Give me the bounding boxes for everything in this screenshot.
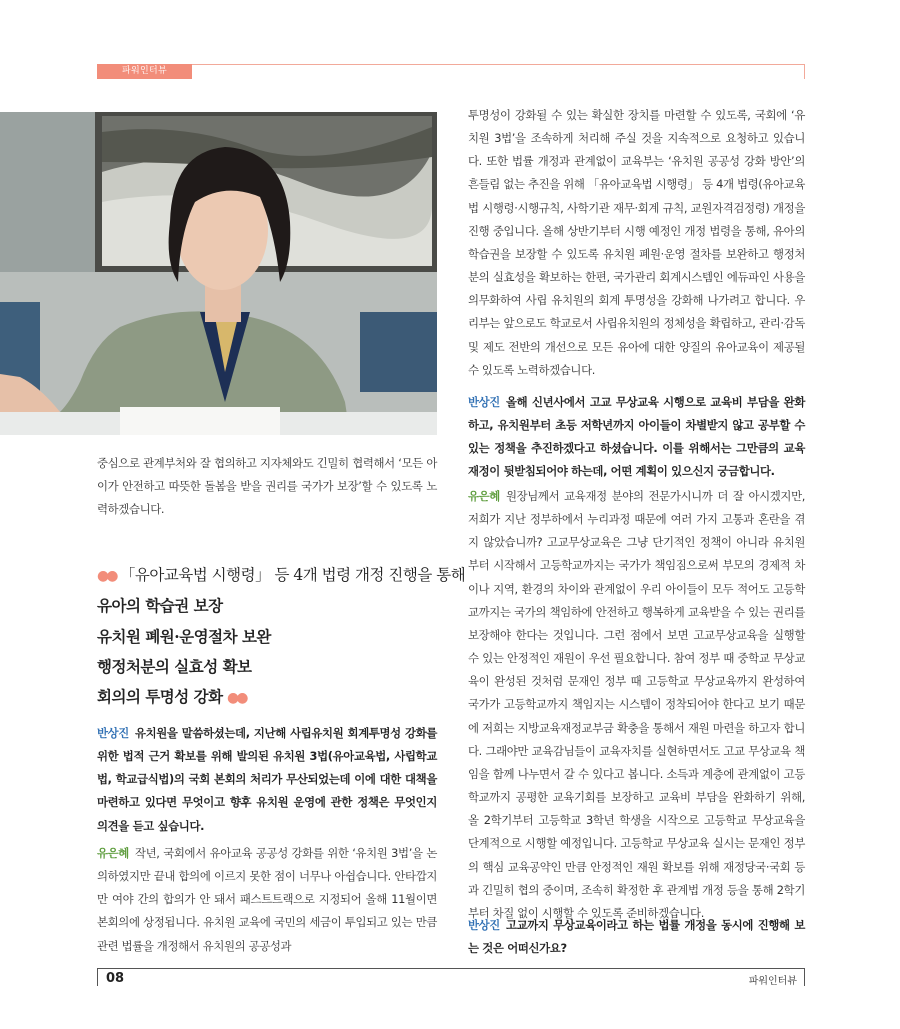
answer-1-text: 작년, 국회에서 유아교육 공공성 강화를 위한 ‘유치원 3법’을 논의하였지만 끝내 합의에 이르지 못한 점이 너무나 아쉽습니다. 안타깝지만 여야 간의 합의가 안 돼서 패스트트랙으로 지정되어 올해 11월이면 본회의에 상정됩니다. 유치원 교육에 국민의 세금이 투입되고 있는 만큼 관련 법률을 개정해서 유치원의 공공성과 [97, 846, 437, 953]
header-rule [97, 64, 805, 79]
section-tag: 파워인터뷰 [97, 64, 192, 79]
speaker-ban: 반상진 [468, 918, 500, 932]
pull-quote-line-4: 행정처분의 실효성 확보 [97, 656, 252, 676]
pull-quote-line-3: 유치원 폐원·운영절차 보완 [97, 626, 271, 646]
question-3-text: 고교까지 무상교육이라고 하는 법률 개정을 동시에 진행해 보는 것은 어떠신가요? [468, 918, 805, 956]
question-3 [468, 914, 805, 960]
speaker-yu: 유은혜 [468, 489, 500, 503]
answer-1-continued: 투명성이 강화될 수 있는 확실한 장치를 마련할 수 있도록, 국회에 ‘유치원 3법’을 조속하게 처리해 주실 것을 지속적으로 요청하고 있습니다. 또한 법률 개정과 관계없이 교육부는 ‘유치원 공공성 강화 방안’의 흔들림 없는 추진을 위해 「유아교육법 시행령」 등 4개 법령(유아교육법 시행령·시행규칙, 사학기관 재무·회계 규칙, 교원자격검정령) 개정을 진행 중입니다. 올해 상반기부터 시행 예정인 개정 법령을 통해, 유아의 학습권을 보장할 수 있도록 유치원 폐원·운영 절차를 보완하고 행정처분의 실효성을 확보하는 한편, 국가관리 회계시스템인 에듀파인 사용을 의무화하여 사립 유치원의 회계 투명성을 강화해 나가려고 합니다. 우리부는 앞으로도 학교로서 사립유치원의 정체성을 확립하고, 관리·감독 및 제도 전반의 개선으로 모든 유아에 대한 양질의 유아교육이 제공될 수 있도록 노력하겠습니다. [468, 108, 805, 377]
pull-quote-line-2: 유아의 학습권 보장 [97, 596, 223, 616]
close-quote-icon: ●● [227, 690, 246, 707]
speaker-ban: 반상진 [468, 395, 500, 409]
open-quote-icon: ●● [97, 568, 116, 584]
photo-caption-text: 중심으로 관계부처와 잘 협의하고 지자체와도 긴밀히 협력해서 ‘모든 아이가 안전하고 따뜻한 돌봄을 받을 권리를 국가가 보장’할 수 있도록 노력하겠습니다. [97, 456, 437, 517]
answer-2-text: 원장님께서 교육재정 분야의 전문가시니까 더 잘 아시겠지만, 저희가 지난 정부하에서 누리과정 때문에 여러 가지 고통과 혼란을 겪지 않았습니까? 고교무상교육은 그냥 단기적인 정책이 아니라 유치원부터 시작해서 고등학교까지는 국가가 책임짐으로써 부모의 경제적 차이나 지역, 환경의 차이와 관계없이 우리 아이들이 모두 적어도 고등학교까지는 국가의 책임하에 안전하고 행복하게 교육받을 수 있는 권리를 보장해야 한다는 것입니다. 그런 점에서 보면 고교무상교육을 실행할 수 있는 안정적인 재원이 우선 필요합니다. 참여 정부 때 중학교 무상교육이 완성된 것처럼 문재인 정부 때 고등학교 무상교육까지 완성하여 국가가 고등학교까지 책임지는 시스템이 정착되어야 한다고 보기 때문에 저희는 지방교육재정교부금 확충을 통해서 재원 마련을 하고자 합니다. 그래야만 교육감님들이 교육자치를 실현하면서도 고교 무상교육 책임을 함께 나누면서 갈 수 있다고 봅니다. 소득과 계층에 관계없이 고등학교까지 공평한 교육기회를 보장하고 교육비 부담을 완화하기 위해, 올 2학기부터 고등학교 3학년 학생을 시작으로 고등학교 무상교육을 단계적으로 시행할 예정입니다. 고등학교 무상교육 실시는 문재인 정부의 핵심 교육공약인 만큼 안정적인 재원 확보를 위해 재정당국·국회 등과 긴밀히 협의 중이며, 조속히 확정한 후 관계법 개정 등을 통해 2학기부터 차질 없이 시행할 수 있도록 준비하겠습니다. [468, 489, 805, 920]
answer-1-start [97, 842, 437, 958]
pull-quote-line-1: ●● 「유아교육법 시행령」 등 4개 법령 개정 진행을 통해 [97, 566, 466, 584]
page-number: 08 [106, 971, 125, 986]
question-1-text: 유치원을 말씀하셨는데, 지난해 사립유치원 회계투명성 강화를 위한 법적 근거 확보를 위해 발의된 유치원 3법(유아교육법, 사립학교법, 학교급식법)의 국회 본회의 처리가 무산되었는데 이에 대한 대책을 마련하고 있다면 무엇이고 향후 유치원 운영에 관한 정책은 무엇인지 의견을 듣고 싶습니다. [97, 726, 437, 833]
answer-2 [468, 485, 805, 925]
interview-photo [0, 112, 437, 435]
pull-quote [97, 561, 466, 713]
question-2-text: 올해 신년사에서 고교 무상교육 시행으로 교육비 부담을 완화하고, 유치원부터 초등 저학년까지 아이들이 차별받지 않고 공부할 수 있는 정책을 추진하겠다고 하셨습니다. 이를 위해서는 그만큼의 교육재정이 뒷받침되어야 하는데, 어떤 계획이 있으신지 궁금합니다. [468, 395, 805, 479]
speaker-yu: 유은혜 [97, 846, 129, 860]
question-2 [468, 391, 805, 484]
speaker-ban: 반상진 [97, 726, 129, 740]
pull-quote-line-5: 회의의 투명성 강화 ●● [97, 687, 246, 707]
question-1 [97, 722, 437, 838]
footer-rule [97, 968, 805, 986]
magazine-name: 파워인터뷰 [748, 976, 797, 987]
